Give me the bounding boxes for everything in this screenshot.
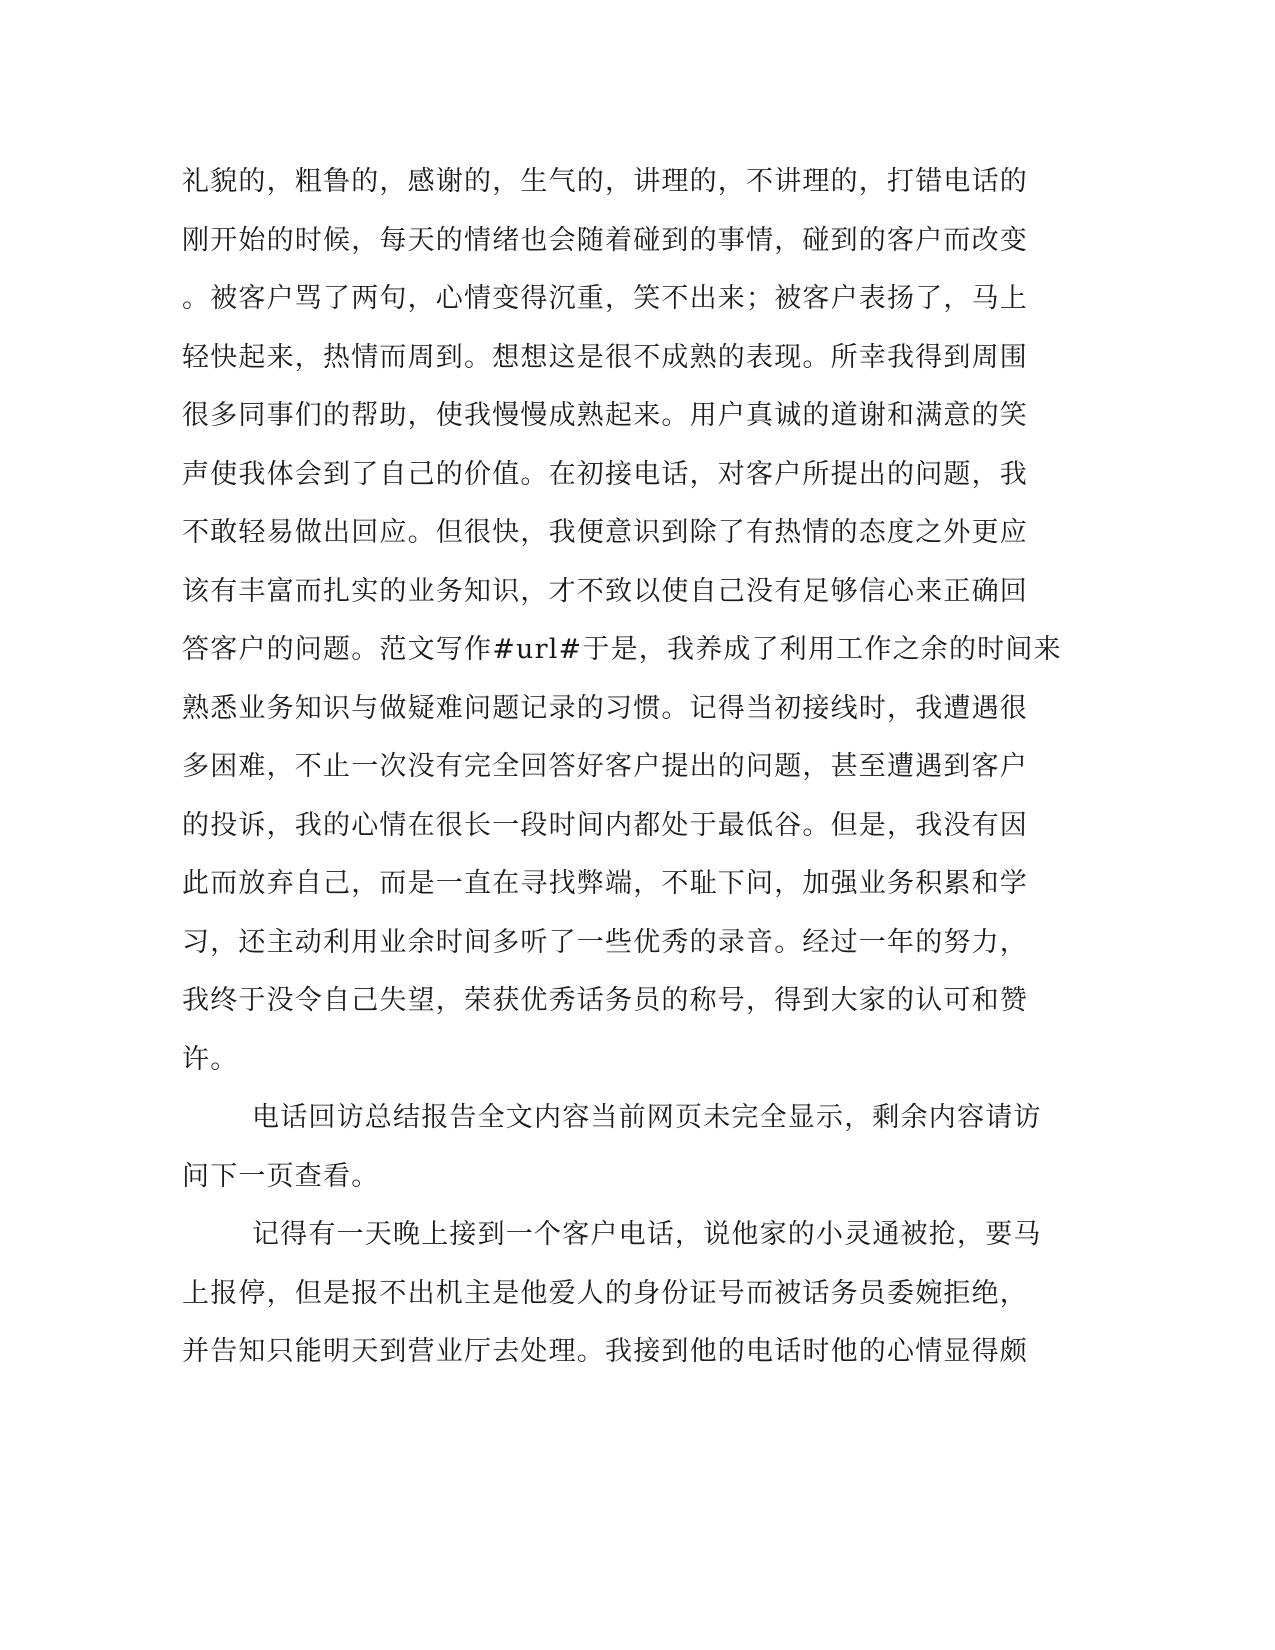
text-line: 习，还主动利用业余时间多听了一些优秀的录音。经过一年的努力，	[182, 926, 1028, 958]
text-line: 礼貌的，粗鲁的，感谢的，生气的，讲理的，不讲理的，打错电话的	[182, 166, 1028, 197]
text-line: 并告知只能明天到营业厅去处理。我接到他的电话时他的心情显得颇	[182, 1336, 1028, 1367]
text-line: 上报停，但是报不出机主是他爱人的身份证号而被话务员委婉拒绝，	[182, 1277, 1028, 1309]
text-line: 很多同事们的帮助，使我慢慢成熟起来。用户真诚的道谢和满意的笑	[182, 400, 1028, 431]
text-line: 答客户的问题。范文写作#url#于是，我养成了利用工作之余的时间来	[182, 634, 1062, 665]
text-line: 许。	[182, 1043, 239, 1075]
text-line: 熟悉业务知识与做疑难问题记录的习惯。记得当初接线时，我遭遇很	[182, 692, 1028, 724]
text-line: 。被客户骂了两句，心情变得沉重，笑不出来；被客户表扬了，马上	[182, 283, 1028, 314]
paragraph-notice-start: 电话回访总结报告全文内容当前网页未完全显示，剩余内容请访	[252, 1102, 1042, 1133]
text-line: 问下一页查看。	[182, 1160, 380, 1192]
text-line: 该有丰富而扎实的业务知识，才不致以使自己没有足够信心来正确回	[182, 575, 1028, 607]
body-text	[182, 162, 1062, 1391]
text-line: 我终于没令自己失望，荣获优秀话务员的称号，得到大家的认可和赞	[182, 985, 1028, 1016]
text-line: 声使我体会到了自己的价值。在初接电话，对客户所提出的问题，我	[182, 458, 1028, 490]
text-line: 不敢轻易做出回应。但很快，我便意识到除了有热情的态度之外更应	[182, 517, 1028, 548]
text-line: 此而放弃自己，而是一直在寻找弊端，不耻下问，加强业务积累和学	[182, 868, 1028, 899]
text-line: 刚开始的时候，每天的情绪也会随着碰到的事情，碰到的客户而改变	[182, 224, 1028, 256]
text-line: 多困难，不止一次没有完全回答好客户提出的问题，甚至遭遇到客户	[182, 751, 1028, 782]
text-line: 的投诉，我的心情在很长一段时间内都处于最低谷。但是，我没有因	[182, 809, 1028, 841]
paragraph-start: 记得有一天晚上接到一个客户电话，说他家的小灵通被抢，要马	[252, 1219, 1042, 1250]
text-line: 轻快起来，热情而周到。想想这是很不成熟的表现。所幸我得到周围	[182, 341, 1028, 373]
